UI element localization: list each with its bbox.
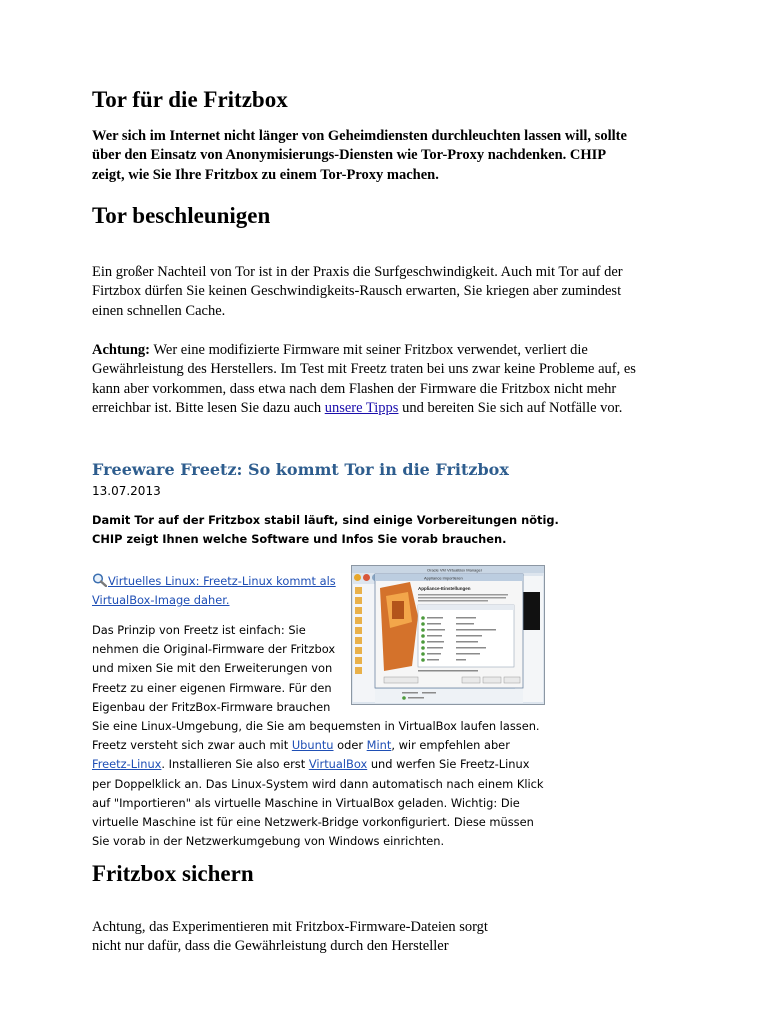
link-freetz-linux[interactable]: Freetz-Linux <box>92 757 162 772</box>
warning-line: kann aber vorkommen, dass etwa nach dem Flashen der Firmware die Fritzbox nicht mehr <box>92 380 617 397</box>
virtualbox-screenshot[interactable] <box>351 565 545 705</box>
section-heading-fritzbox-sichern: Fritzbox sichern <box>92 861 254 886</box>
paragraph-line: Firtzbox dürfen Sie keinen Geschwindigkeits-Rausch erwarten, Sie kriegen aber zumindest <box>92 283 622 300</box>
paragraph-line: einen schnellen Cache. <box>92 302 226 319</box>
warning-line: Gewährleistung des Herstellers. Im Test mit Freetz traten bei uns zwar keine Probleme auf, es <box>92 361 636 378</box>
paragraph-line: Ein großer Nachteil von Tor ist in der Praxis die Surfgeschwindigkeit. Auch mit Tor auf der <box>92 264 623 280</box>
body-text: oder <box>333 738 367 753</box>
body-text: Freetz versteht sich zwar auch mit <box>92 738 292 753</box>
body-line: auf "Importieren" als virtuelle Maschine in VirtualBox geladen. Wichtig: Die <box>92 795 520 810</box>
link-virtualbox[interactable]: VirtualBox <box>308 757 368 772</box>
warning-line <box>92 399 692 418</box>
warning-line <box>92 341 692 360</box>
paragraph-line: nicht nur dafür, dass die Gewährleistung durch den Hersteller <box>92 938 449 955</box>
link-ubuntu[interactable]: Ubuntu <box>291 738 334 753</box>
article-date-text: 13.07.2013 <box>92 484 161 498</box>
intro-paragraph <box>92 127 692 185</box>
article-title: Freeware Freetz: So kommt Tor in die Fritzbox <box>92 460 509 479</box>
link-virtualbox-image[interactable]: VirtualBox-Image daher. <box>92 593 230 608</box>
article-lead-line: Damit Tor auf der Fritzbox stabil läuft, sind einige Vorbereitungen nötig. <box>92 513 559 527</box>
article-lead-line: CHIP zeigt Ihnen welche Software und Infos Sie vorab brauchen. <box>92 532 507 547</box>
link-unsere-tipps[interactable]: unsere Tipps <box>324 399 399 416</box>
link-mint[interactable]: Mint <box>366 738 392 753</box>
body-line: Freetz zu einer eigenen Firmware. Für den <box>92 680 332 695</box>
warning-label: Achtung: <box>92 342 151 358</box>
link-virtuelles-linux[interactable]: Virtuelles Linux: Freetz-Linux kommt als <box>108 574 336 588</box>
paragraph-line: Achtung, das Experimentieren mit Fritzbox-Firmware-Dateien sorgt <box>92 919 488 935</box>
body-line: per Doppelklick an. Das Linux-System wird dann automatisch nach einem Klick <box>92 776 544 791</box>
body-text: , wir empfehlen aber <box>391 738 510 753</box>
warning-text: erreichbar ist. Bitte lesen Sie dazu auch <box>92 399 325 416</box>
body-line: nehmen die Original-Firmware der Fritzbox <box>92 642 336 657</box>
article-lead <box>92 511 559 549</box>
body-line: virtuelle Maschine ist für eine Netzwerk-Bridge vorkonfiguriert. Diese müssen <box>92 815 534 830</box>
paragraph-fritzbox-sichern <box>92 918 692 957</box>
dialog-heading: Appliance-Einstellungen <box>418 586 471 591</box>
body-line <box>92 736 544 755</box>
inline-link-line[interactable] <box>92 572 336 591</box>
body-line <box>92 755 544 774</box>
body-line: Das Prinzip von Freetz ist einfach: Sie <box>92 623 306 637</box>
page-title: Tor für die Fritzbox <box>92 87 288 112</box>
body-line: Sie eine Linux-Umgebung, die Sie am bequemsten in VirtualBox laufen lassen. <box>92 719 540 734</box>
paragraph-speed <box>92 263 692 321</box>
dialog-title: Appliance importieren <box>424 575 463 581</box>
body-text: und werfen Sie Freetz-Linux <box>367 757 530 772</box>
inline-image-link[interactable] <box>92 572 336 610</box>
intro-line: zeigt, wie Sie Ihre Fritzbox zu einem Tor-Proxy machen. <box>92 166 439 183</box>
section-heading-tor-beschleunigen: Tor beschleunigen <box>92 203 271 228</box>
body-line: Sie vorab in der Netzwerkumgebung von Windows einrichten. <box>92 834 445 849</box>
warning-paragraph <box>92 341 692 418</box>
body-text: . Installieren Sie also erst <box>161 757 309 772</box>
virtualbox-screenshot-drawing <box>352 566 544 704</box>
window-title: Oracle VM VirtualBox Manager <box>427 567 483 573</box>
magnifier-icon <box>92 573 107 587</box>
warning-text: Wer eine modifizierte Firmware mit seiner Fritzbox verwendet, verliert die <box>150 342 588 358</box>
body-line: und mixen Sie mit den Erweiterungen von <box>92 661 333 676</box>
inline-link-line[interactable] <box>92 591 336 610</box>
intro-line: Wer sich im Internet nicht länger von Geheimdiensten durchleuchten lassen will, sollte <box>92 128 627 144</box>
intro-line: über den Einsatz von Anonymisierungs-Diensten wie Tor-Proxy nachdenken. CHIP <box>92 147 607 164</box>
body-line: Eigenbau der FritzBox-Firmware brauchen <box>92 699 331 714</box>
warning-text: und bereiten Sie sich auf Notfälle vor. <box>398 399 623 416</box>
article-date <box>92 482 161 501</box>
